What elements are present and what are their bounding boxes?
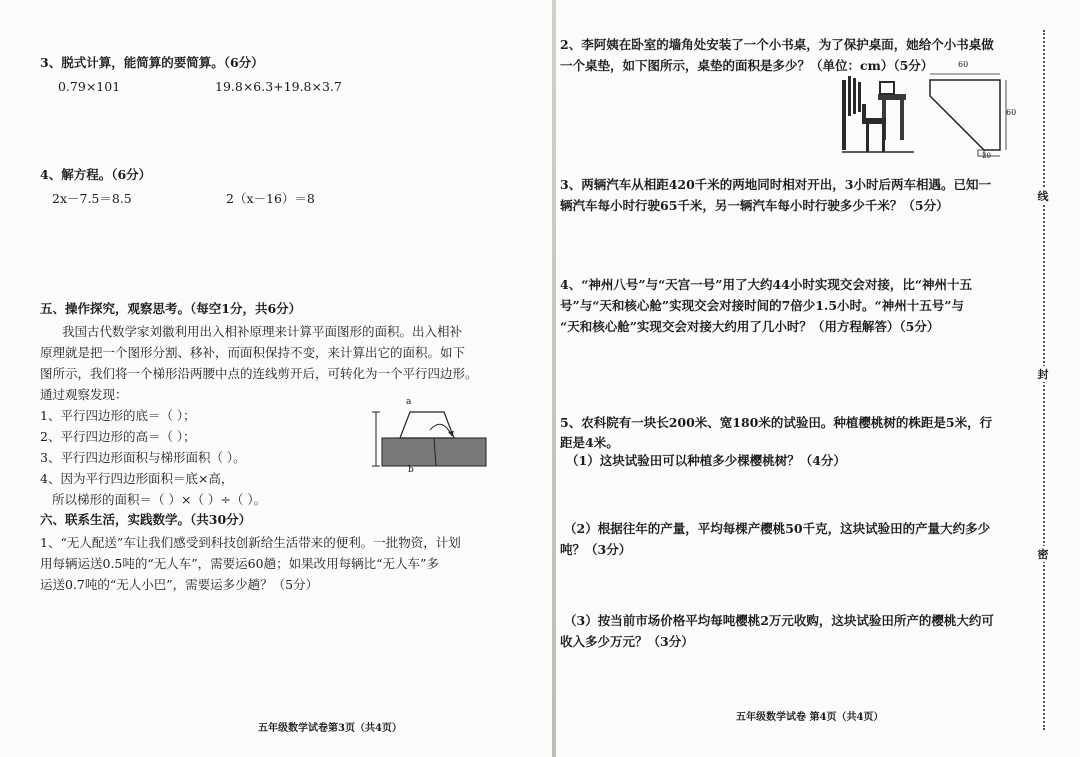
q4-title: 4、解方程。（6分） xyxy=(40,167,152,182)
p4-q5-sub2-line1: （2）根据往年的产量，平均每棵产樱桃50千克，这块试验田的产量大约多少 xyxy=(564,521,991,536)
fig-label-a: a xyxy=(406,397,412,407)
p4-q4-line1: 4、“神州八号”与“天宫一号”用了大约44小时实现交会对接，比“神州十五 xyxy=(560,277,973,292)
p4-q5-line2: 距是4米。 xyxy=(560,435,619,450)
pad-label-top: 60 xyxy=(958,60,969,69)
pad-label-bottom: 20 xyxy=(982,152,991,160)
q3-expr2: 19.8×6.3+19.8×3.7 xyxy=(215,79,342,94)
p4-q5-sub3-line2: 收入多少万元？（3分） xyxy=(560,634,694,649)
q4-eq2: 2（x－16）＝8 xyxy=(226,191,315,206)
section5-item2: 2、平行四边形的高＝（ ）； xyxy=(40,429,196,444)
desk-pad-diagram xyxy=(918,60,1018,161)
section5-para-line1: 我国古代数学家刘徽利用出入相补原理来计算平面图形的面积。出入相补 xyxy=(62,324,463,339)
p4-q4-line2: 号”与“天和核心舱”实现交会对接时间的7倍少1.5小时。“神州十五号”与 xyxy=(560,298,964,313)
section5-item4: 4、因为平行四边形面积＝底×高， xyxy=(40,471,234,486)
section5-item3: 3、平行四边形面积与梯形面积（ ）。 xyxy=(40,450,246,465)
section5-para-line3: 图所示，我们将一个梯形沿两腰中点的连线剪开后，可转化为一个平行四边形。 xyxy=(40,366,478,381)
p4-q5-sub3-line1: （3）按当前市场价格平均每吨樱桃2万元收购，这块试验田所产的樱桃大约可 xyxy=(564,613,994,628)
p4-q5-line1: 5、农科院有一块长200米、宽180米的试验田。种植樱桃树的株距是5米，行 xyxy=(560,415,993,430)
p4-q2-line2: 一个桌垫，如下图所示，桌垫的面积是多少？（单位：cm）（5分） xyxy=(560,58,934,73)
pad-label-right: 60 xyxy=(1006,108,1017,117)
p4-q5-sub2-line2: 吨？（3分） xyxy=(560,542,632,557)
page4-footer: 五年级数学试卷 第4页（共4页） xyxy=(736,712,884,723)
side-mark-feng: 封 xyxy=(1034,366,1052,382)
q4-eq1: 2x－7.5＝8.5 xyxy=(52,191,132,206)
p4-q3-line1: 3、两辆汽车从相距420千米的两地同时相对开出，3小时后两车相遇。已知一 xyxy=(560,177,991,192)
q3-expr1: 0.79×101 xyxy=(58,79,121,94)
page3-footer: 五年级数学试卷第3页（共4页） xyxy=(258,723,402,734)
p4-q2-line1: 2、李阿姨在卧室的墙角处安装了一个小书桌，为了保护桌面，她给个小书桌做 xyxy=(560,37,994,52)
section6-q1-line3: 运送0.7吨的“无人小巴”，需要运多少趟？（5分） xyxy=(40,577,319,592)
section5-item5: 所以梯形的面积＝（ ）×（ ）÷（ ）。 xyxy=(52,492,267,507)
section5-item1: 1、平行四边形的底＝（ ）； xyxy=(40,408,196,423)
p4-q4-line3: “天和核心舱”实现交会对接大约用了几小时？（用方程解答）（5分） xyxy=(560,319,940,334)
p4-q3-line2: 辆汽车每小时行驶65千米，另一辆汽车每小时行驶多少千米？（5分） xyxy=(560,198,949,213)
trapezoid-figure xyxy=(368,397,493,480)
section5-title: 五、操作探究，观察思考。（每空1分，共6分） xyxy=(40,301,302,316)
section6-q1-line2: 用每辆运送0.5吨的“无人车”，需要运60趟；如果改用每辆比“无人车”多 xyxy=(40,556,439,571)
section5-para-line2: 原理就是把一个图形分割、移补，而面积保持不变，来计算出它的面积。如下 xyxy=(40,345,466,360)
p4-q5-sub1: （1）这块试验田可以种植多少棵樱桃树？（4分） xyxy=(566,453,846,468)
side-mark-mi: 密 xyxy=(1034,546,1052,562)
section6-title: 六、联系生活，实践数学。（共30分） xyxy=(40,512,252,527)
section6-q1-line1: 1、“无人配送”车让我们感受到科技创新给生活带来的便利。一批物资，计划 xyxy=(40,535,461,550)
q3-title: 3、脱式计算，能简算的要简算。（6分） xyxy=(40,55,264,70)
fig-label-b: b xyxy=(408,465,414,475)
desk-illustration xyxy=(842,74,914,158)
section5-para-line4: 通过观察发现： xyxy=(40,387,128,402)
side-mark-xian: 线 xyxy=(1034,188,1052,204)
